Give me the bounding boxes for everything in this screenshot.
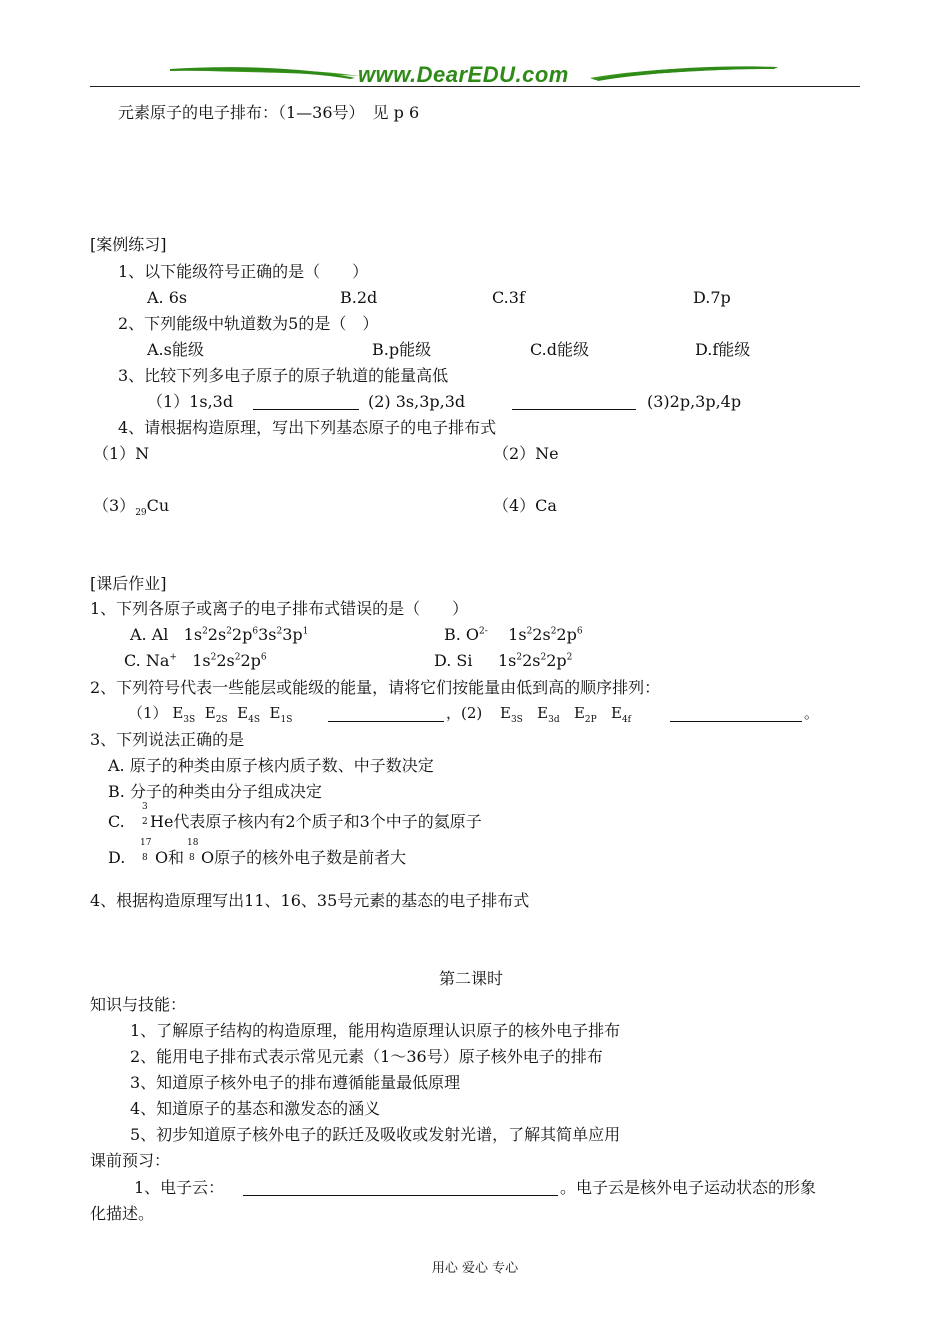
preview-heading: 课前预习： [90, 1151, 171, 1170]
knowledge-item-4: 4、知道原子的基态和激发态的涵义 [130, 1099, 381, 1118]
hw-q3-d-element2: O [201, 848, 215, 867]
case-q4-p3-atomic-number: 29 [135, 508, 147, 519]
hw-q1-b [444, 627, 583, 643]
hw-q3-b: B. 分子的种类由分子组成决定 [108, 782, 322, 801]
hw-q3-d-mass1: 17 [140, 838, 152, 848]
homework-heading: [课后作业] [90, 574, 167, 593]
hw-q1-c-label: C. Na [124, 651, 170, 670]
case-q4-p3 [93, 496, 170, 519]
intro-line: 元素原子的电子排布：（1—36号） 见 p 6 [118, 103, 420, 122]
hw-q3-c [108, 814, 125, 830]
hw-q1-c-config: $1s^22s^22p^6$ [192, 651, 267, 670]
case-q3-p1: （1）1s,3d [147, 392, 234, 411]
hw-q3-d-element1: O [155, 848, 169, 867]
hw-q2-g2-2: $E_{2P}$ [573, 704, 597, 725]
hw-q2-end: 。 [804, 704, 820, 722]
hw-q2-p1-label: （1） [128, 704, 168, 722]
case-q3-p2: (2) 3s,3p,3d [368, 392, 466, 411]
hw-q2-sep: ，(2) [446, 704, 483, 722]
case-q4-p4: （4）Ca [493, 496, 557, 515]
hw-q3-a: A. 原子的种类由原子核内质子数、中子数决定 [108, 756, 434, 775]
preview-1-blank[interactable] [243, 1182, 558, 1196]
hw-q1-b-charge: 2- [479, 626, 488, 637]
hw-q3-d-mass2: 18 [187, 838, 199, 848]
case-q1-stem: 1、以下能级符号正确的是（ ） [118, 262, 369, 281]
hw-q2-g2-3: $E_{4f}$ [611, 704, 632, 725]
hw-q3-d-z1: 8 [142, 853, 148, 863]
hw-q1-c-charge: + [169, 652, 177, 663]
hw-q3-d [108, 850, 125, 866]
hw-q2-g2-0: $E_{3S}$ [500, 704, 523, 725]
case-q1-a: A. 6s [147, 288, 188, 307]
hw-q2-g1-2: $E_{4S}$ [237, 704, 260, 725]
knowledge-heading: 知识与技能： [90, 995, 187, 1014]
knowledge-item-5: 5、初步知道原子核外电子的跃迁及吸收或发射光谱，了解其简单应用 [130, 1125, 621, 1144]
case-q4-p1: （1）N [93, 444, 150, 463]
case-q1-c: C.3f [492, 288, 525, 307]
hw-q1-b-config: $1s^22s^22p^6$ [508, 625, 583, 644]
case-q4-p2: （2）Ne [493, 444, 559, 463]
case-q4-p3-label: （3） [93, 496, 136, 515]
hw-q2-blank2[interactable] [670, 708, 802, 722]
case-q2-d: D.f能级 [695, 340, 751, 359]
hw-q2-g1-0: $E_{3S}$ [172, 704, 196, 725]
hw-q3-c-z: 2 [142, 817, 148, 827]
case-q4-stem: 4、请根据构造原理，写出下列基态原子的电子排布式 [118, 418, 497, 437]
hw-q2-stem: 2、下列符号代表一些能层或能级的能量，请将它们按能量由低到高的顺序排列： [90, 678, 661, 697]
case-q1-d: D.7p [693, 288, 731, 307]
hw-q2-group2 [500, 704, 632, 725]
hw-q3-d-z2: 8 [189, 853, 195, 863]
hw-q3-stem: 3、下列说法正确的是 [90, 730, 245, 749]
preview-1-label: 1、电子云： [134, 1178, 225, 1197]
case-heading: [案例练习] [90, 235, 167, 254]
hw-q1-d-label: D. Si [434, 651, 473, 670]
hw-q3-c-mass: 3 [142, 802, 148, 812]
page-footer: 用心 爱心 专心 [431, 1261, 519, 1276]
hw-q3-c-element: He [150, 812, 174, 831]
hw-q1-c [124, 653, 267, 669]
lesson2-title: 第二课时 [439, 969, 504, 988]
logo-text: www.DearEDU.com [358, 62, 569, 87]
hw-q2-g1-3: $E_{1S}$ [269, 704, 293, 725]
hw-q1-a [130, 627, 308, 643]
case-q1-b: B.2d [340, 288, 378, 307]
hw-q1-b-label: B. O [444, 625, 480, 644]
hw-q2-answer-line [128, 704, 293, 725]
case-q2-a: A.s能级 [147, 340, 204, 359]
knowledge-item-2: 2、能用电子排布式表示常见元素（1～36号）原子核外电子的排布 [130, 1047, 603, 1066]
hw-q2-g1-1: $E_{2S}$ [204, 704, 228, 725]
hw-q3-d-rest: 原子的核外电子数是前者大 [214, 848, 407, 867]
case-q3-blank2[interactable] [512, 396, 636, 410]
hw-q1-d-config: $1s^22s^22p^2$ [497, 651, 573, 670]
hw-q2-g2-1: $E_{3d}$ [537, 704, 560, 725]
hw-q3-c-rest: 代表原子核内有2个质子和3个中子的氦原子 [173, 812, 482, 831]
case-q3-blank1[interactable] [253, 396, 359, 410]
hw-q1-a-config: $1s^22s^22p^63s^23p^1$ [183, 625, 309, 644]
hw-q3-c-label: C. [108, 812, 125, 831]
hw-q3-d-label: D. [108, 848, 126, 867]
preview-1-cont: 化描述。 [90, 1204, 155, 1223]
case-q2-c: C.d能级 [530, 340, 590, 359]
hw-q1-d [434, 653, 572, 669]
case-q4-p3-element: Cu [146, 496, 170, 515]
hw-q1-a-label: A. Al [130, 625, 169, 644]
preview-1-post: 。电子云是核外电子运动状态的形象 [560, 1178, 817, 1197]
hw-q3-c-body [150, 814, 482, 830]
hw-q3-d-body [201, 850, 406, 866]
case-q3-p3: (3)2p,3p,4p [647, 392, 742, 411]
header-rule [90, 86, 860, 87]
knowledge-item-1: 1、了解原子结构的构造原理，能用构造原理认识原子的核外电子排布 [130, 1021, 621, 1040]
hw-q3-d-and: 和 [168, 848, 185, 867]
hw-q4-stem: 4、根据构造原理写出11、16、35号元素的基态的电子排布式 [90, 891, 530, 910]
hw-q1-stem: 1、下列各原子或离子的电子排布式错误的是（ ） [90, 599, 469, 618]
hw-q2-blank1[interactable] [328, 708, 444, 722]
case-q2-stem: 2、下列能级中轨道数为5的是（ ） [118, 314, 379, 333]
knowledge-item-3: 3、知道原子核外电子的排布遵循能量最低原理 [130, 1073, 461, 1092]
case-q2-b: B.p能级 [372, 340, 432, 359]
case-q3-stem: 3、比较下列多电子原子的原子轨道的能量高低 [118, 366, 449, 385]
